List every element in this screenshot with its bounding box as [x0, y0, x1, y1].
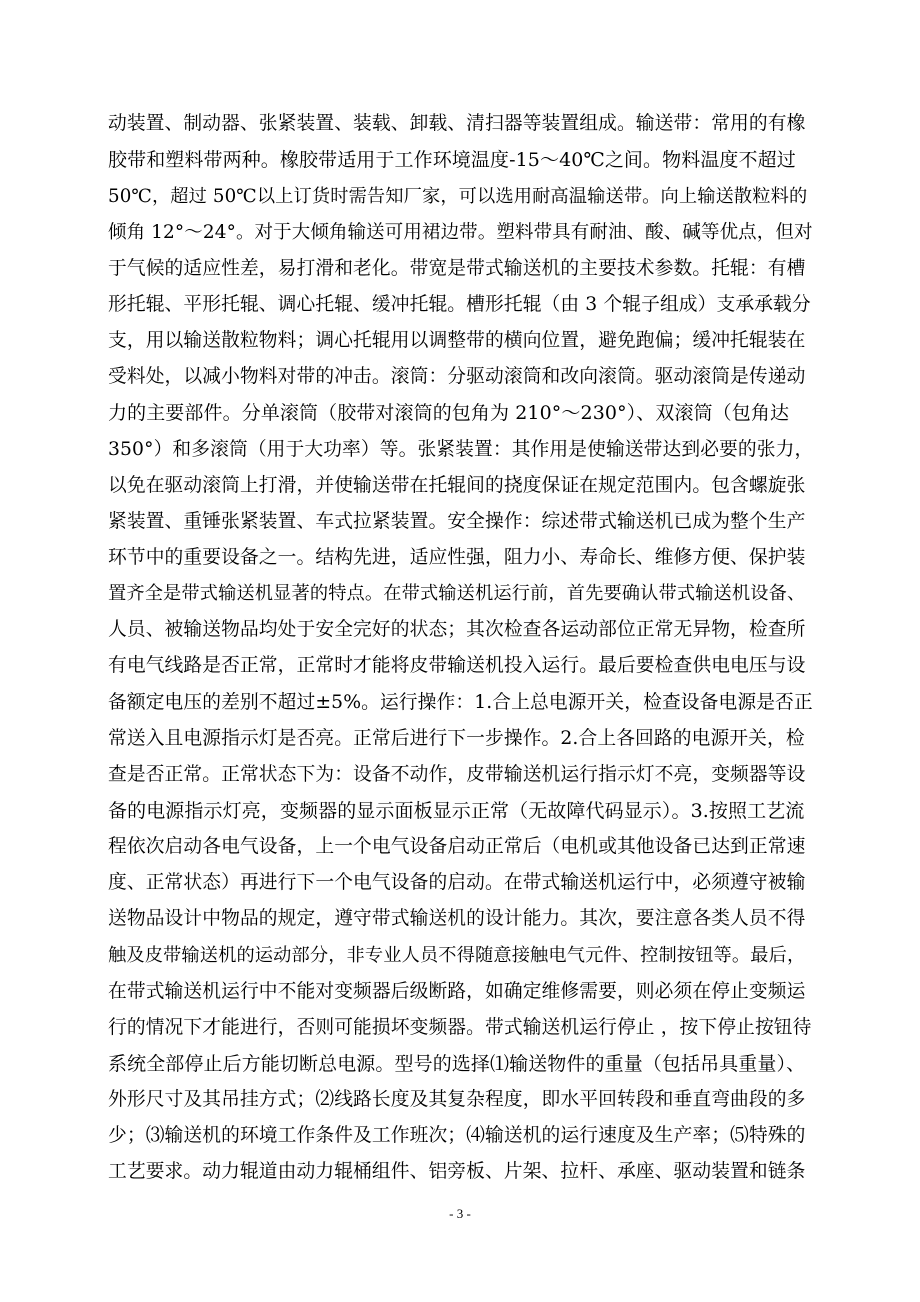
text-line: 送物品设计中物品的规定，遵守带式输送机的设计能力。其次，要注意各类人员不得: [108, 908, 806, 929]
text-line: 系统全部停止后方能切断总电源。型号的选择⑴输送物件的重量（包括吊具重量）、: [108, 1053, 806, 1075]
text-line: 以免在驱动滚筒上打滑，并使输送带在托辊间的挠度保证在规定范围内。包含螺旋张: [108, 475, 806, 496]
text-line: 工艺要求。动力辊道由动力辊桶组件、铝旁板、片架、拉杆、承座、驱动装置和链条: [108, 1161, 806, 1182]
text-line: 倾角 12°～24°。对于大倾角输送可用裙边带。塑料带具有耐油、酸、碱等优点，但对: [108, 222, 813, 243]
text-line: 备额定电压的差别不超过±5%。运行操作：1.合上总电源开关，检查设备电源是否正: [108, 692, 813, 713]
text-line: 备的电源指示灯亮，变频器的显示面板显示正常（无故障代码显示）。3.按照工艺流: [108, 800, 805, 822]
text-line: 人员、被输送物品均处于安全完好的状态；其次检查各运动部位正常无异物，检查所: [108, 619, 806, 640]
text-line: 外形尺寸及其吊挂方式；⑵线路长度及其复杂程度，即水平回转段和垂直弯曲段的多: [108, 1089, 806, 1110]
text-line: 有电气线路是否正常，正常时才能将皮带输送机投入运行。最后要检查供电电压与设: [108, 655, 806, 676]
text-line: 查是否正常。正常状态下为：设备不动作，皮带输送机运行指示灯不亮，变频器等设: [108, 764, 806, 785]
text-line: 环节中的重要设备之一。结构先进，适应性强，阻力小、寿命长、维修方便、保护装: [108, 547, 806, 568]
text-line: 形托辊、平形托辊、调心托辊、缓冲托辊。槽形托辊（由 3 个辊子组成）支承承载分: [108, 294, 811, 315]
text-line: 于气候的适应性差，易打滑和老化。带宽是带式输送机的主要技术参数。托辊：有槽: [108, 258, 806, 279]
text-line: 少；⑶输送机的环境工作条件及工作班次；⑷输送机的运行速度及生产率；⑸特殊的: [108, 1125, 806, 1146]
text-line: 350°）和多滚筒（用于大功率）等。张紧装置：其作用是使输送带达到必要的张力，: [108, 439, 814, 460]
text-line: 支，用以输送散粒物料；调心托辊用以调整带的横向位置，避免跑偏；缓冲托辊装在: [108, 330, 806, 351]
text-line: 胶带和塑料带两种。橡胶带适用于工作环境温度-15～40℃之间。物料温度不超过: [108, 149, 796, 171]
text-line: 在带式输送机运行中不能对变频器后级断路，如确定维修需要，则必须在停止变频运: [108, 981, 806, 1002]
text-line: 常送入且电源指示灯是否亮。正常后进行下一步操作。2.合上各回路的电源开关，检: [108, 728, 805, 749]
text-line: 力的主要部件。分单滚筒（胶带对滚筒的包角为 210°～230°）、双滚筒（包角达: [108, 402, 790, 424]
text-line: 触及皮带输送机的运动部分，非专业人员不得随意接触电气元件、控制按钮等。最后，: [108, 945, 806, 966]
text-line: 受料处，以减小物料对带的冲击。滚筒：分驱动滚筒和改向滚筒。驱动滚筒是传递动: [108, 366, 806, 387]
text-line: 置齐全是带式输送机显著的特点。在带式输送机运行前，首先要确认带式输送机设备、: [108, 583, 806, 604]
text-line: 紧装置、重锤张紧装置、车式拉紧装置。安全操作：综述带式输送机已成为整个生产: [108, 511, 806, 532]
text-line: 50℃，超过 50℃以上订货时需告知厂家，可以选用耐高温输送带。向上输送散粒料的: [108, 186, 808, 207]
text-line: 度、正常状态）再进行下一个电气设备的启动。在带式输送机运行中，必须遵守被输: [108, 872, 806, 893]
text-line: 程依次启动各电气设备，上一个电气设备启动正常后（电机或其他设备已达到正常速: [108, 836, 806, 857]
page-number: - 3 -: [449, 1206, 471, 1221]
text-line: 动装置、制动器、张紧装置、装载、卸载、清扫器等装置组成。输送带：常用的有橡: [108, 113, 806, 134]
text-line: 行的情况下才能进行，否则可能损坏变频器。带式输送机运行停止 ，按下停止按钮待: [108, 1017, 812, 1038]
